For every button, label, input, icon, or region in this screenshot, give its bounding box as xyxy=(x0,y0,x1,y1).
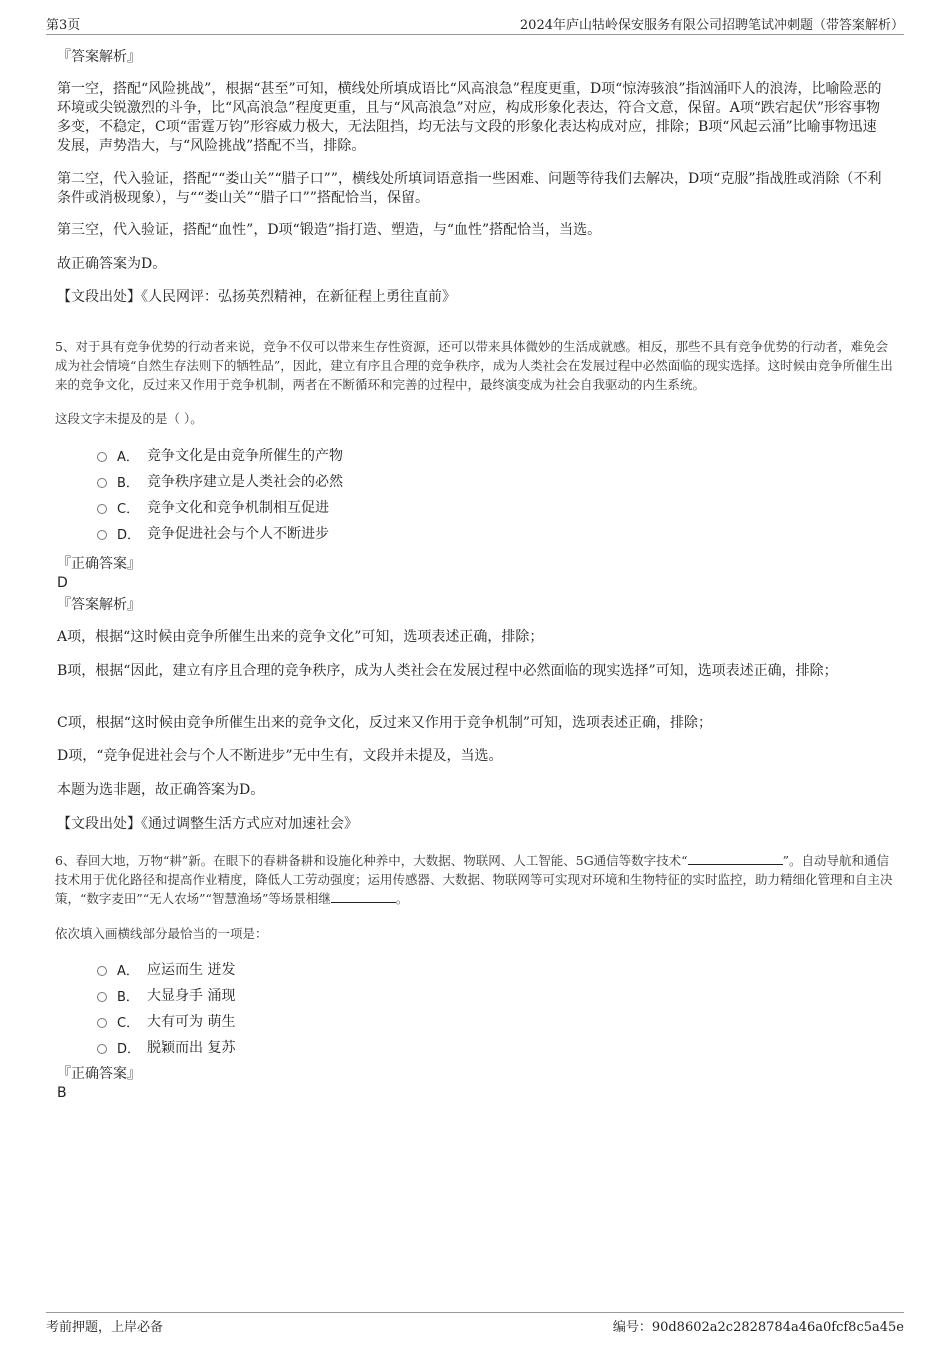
radio-icon[interactable] xyxy=(97,992,107,1002)
radio-icon[interactable] xyxy=(97,966,107,976)
q6-option-c[interactable]: C． 大有可为 萌生 xyxy=(97,1011,235,1031)
q5-answer: D xyxy=(57,575,68,591)
q6-stem: 6、春回大地，万物“耕”新。在眼下的春耕备耕和设施化种养中，大数据、物联网、人工智能、5G通信等数字技术“ ”。自动导航和通信技术用于优化路径和提高作业精度，降低人工劳动强度；运用传感器、大数据、物联网等可实现对环境和生物特征的实时监控，助力精细化管理和自主决策，“数字麦田”“无人农场”“智慧渔场”等场景相继 。 xyxy=(55,853,893,906)
q5-analysis-a: A项，根据“这时候由竞争所催生出来的竞争文化”可知，选项表述正确，排除； xyxy=(57,629,544,645)
q4-analysis-p1: 第一空，搭配“风险挑战”，根据“甚至”可知，横线处所填成语比“风高浪急”程度更重，D项“惊涛骇浪”指汹涌吓人的浪涛，比喻险恶的环境或尖锐激烈的斗争，比“风高浪急”程度更重，且与“风高浪急”对应，构成形象化表达，符合文意，保留。A项“跌宕起伏”形容事物多变，不稳定，C项“雷霆万钧”形容威力极大，无法阻挡，均无法与文段的形象化表达构成对应，排除；B项“风起云涌”比喻事物迅速发展，声势浩大，与“风险挑战”搭配不当，排除。 xyxy=(57,81,882,154)
document-code: 编号：90d8602a2c2828784a46a0fcf8c5a45e xyxy=(612,1320,904,1335)
document-title: 2024年庐山牯岭保安服务有限公司招聘笔试冲刺题（带答案解析） xyxy=(519,18,904,33)
q6-answer-title: 『正确答案』 xyxy=(57,1066,141,1082)
radio-icon[interactable] xyxy=(97,478,107,488)
q5-analysis-c: C项，根据“这时候由竞争所催生出来的竞争文化，反过来又作用于竞争机制”可知，选项表述正确，排除； xyxy=(57,715,713,731)
radio-icon[interactable] xyxy=(97,1018,107,1028)
q6-answer: B xyxy=(57,1085,67,1101)
q6-option-a[interactable]: A． 应运而生 迸发 xyxy=(97,959,235,979)
radio-icon[interactable] xyxy=(97,504,107,514)
q5-ask: 这段文字未提及的是（ ）。 xyxy=(55,411,203,426)
q5-option-a[interactable]: A． 竞争文化是由竞争所催生的产物 xyxy=(97,445,343,465)
q5-option-d[interactable]: D． 竞争促进社会与个人不断进步 xyxy=(97,523,329,543)
q5-analysis-b: B项，根据“因此，建立有序且合理的竞争秩序，成为人类社会在发展过程中必然面临的现实选择”可知，选项表述正确，排除； xyxy=(57,663,838,679)
q5-stem: 5、对于具有竞争优势的行动者来说，竞争不仅可以带来生存性资源，还可以带来具体微妙的生活成就感。相反，那些不具有竞争优势的行动者，难免会成为社会情境“自然生存法则下的牺牲品”，因此，建立有序且合理的竞争秩序，成为人类社会在发展过程中必然面临的现实选择。这时候由竞争所催生出来的竞争文化，反过来又作用于竞争机制，两者在不断循环和完善的过程中，最终演变成为社会自我驱动的内生系统。 xyxy=(55,339,893,392)
q4-analysis-p3: 第三空，代入验证，搭配“血性”，D项“锻造”指打造、塑造，与“血性”搭配恰当，当选。 xyxy=(57,222,602,238)
q4-analysis-p4: 故正确答案为D。 xyxy=(57,256,167,272)
q4-analysis-title: 『答案解析』 xyxy=(57,49,141,65)
radio-icon[interactable] xyxy=(97,530,107,540)
page-number: 第3页 xyxy=(46,18,81,33)
radio-icon[interactable] xyxy=(97,1044,107,1054)
footer-slogan: 考前押题，上岸必备 xyxy=(46,1320,164,1335)
q5-source: 【文段出处】《通过调整生活方式应对加速社会》 xyxy=(57,816,358,832)
q5-answer-title: 『正确答案』 xyxy=(57,556,141,572)
q5-option-c[interactable]: C． 竞争文化和竞争机制相互促进 xyxy=(97,497,329,517)
q5-analysis-title: 『答案解析』 xyxy=(57,597,141,613)
q6-option-b[interactable]: B． 大显身手 涌现 xyxy=(97,985,235,1005)
fill-blank-1 xyxy=(688,852,783,865)
q4-analysis-p2: 第二空，代入验证，搭配““娄山关”“腊子口””，横线处所填词语意指一些困难、问题等待我们去解决，D项“克服”指战胜或消除（不利条件或消极现象），与““娄山关”“腊子口””搭配恰当，保留。 xyxy=(57,171,882,206)
radio-icon[interactable] xyxy=(97,452,107,462)
q6-ask: 依次填入画横线部分最恰当的一项是： xyxy=(55,926,268,941)
q5-option-b[interactable]: B． 竞争秩序建立是人类社会的必然 xyxy=(97,471,343,491)
q5-analysis-conclusion: 本题为选非题，故正确答案为D。 xyxy=(57,782,265,798)
fill-blank-2 xyxy=(331,890,396,903)
q6-option-d[interactable]: D． 脱颖而出 复苏 xyxy=(97,1037,235,1057)
q4-source: 【文段出处】《人民网评：弘扬英烈精神，在新征程上勇往直前》 xyxy=(57,289,456,305)
q5-analysis-d: D项，“竞争促进社会与个人不断进步”无中生有，文段并未提及，当选。 xyxy=(57,748,503,764)
page-footer xyxy=(46,1312,904,1335)
page-header xyxy=(46,14,904,35)
